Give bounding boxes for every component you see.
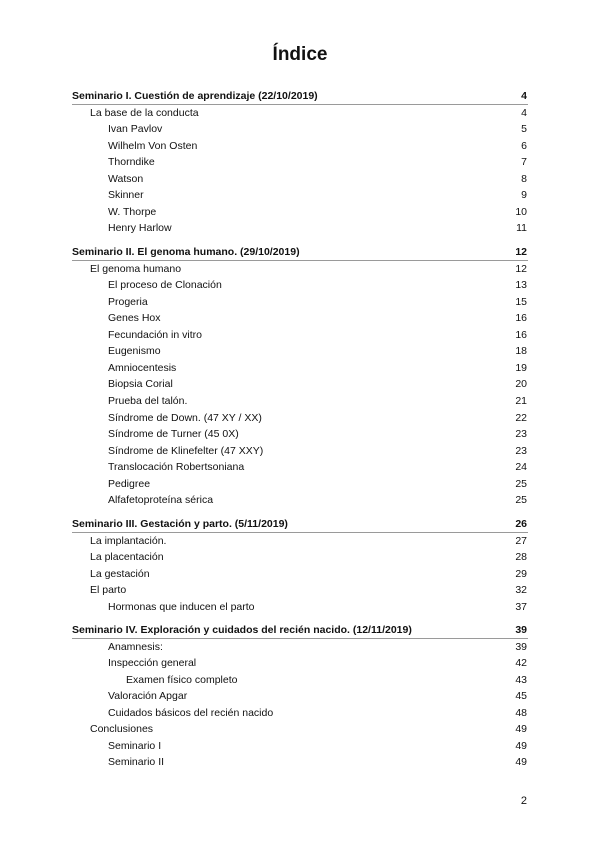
toc-label: Valoración Apgar bbox=[108, 690, 188, 702]
toc-entry[interactable] bbox=[0, 426, 600, 442]
toc-entry[interactable] bbox=[0, 277, 600, 293]
toc-entry[interactable] bbox=[0, 327, 600, 343]
toc-page: 48 bbox=[515, 707, 527, 719]
toc-page: 5 bbox=[521, 123, 527, 135]
toc-label: Ivan Pavlov bbox=[108, 123, 163, 135]
toc-page: 37 bbox=[515, 601, 527, 613]
toc-page: 23 bbox=[515, 445, 527, 457]
toc-entry[interactable] bbox=[0, 393, 600, 409]
toc-label: Eugenismo bbox=[108, 345, 161, 357]
toc-label: Seminario I bbox=[108, 740, 162, 752]
toc-label: El proceso de Clonación bbox=[108, 279, 222, 291]
toc-label: Prueba del talón. bbox=[108, 395, 188, 407]
toc-page: 7 bbox=[521, 156, 527, 168]
toc-page: 19 bbox=[515, 362, 527, 374]
toc-entry[interactable] bbox=[0, 655, 600, 671]
toc-label: Hormonas que inducen el parto bbox=[108, 601, 255, 613]
toc-page: 49 bbox=[515, 740, 527, 752]
toc-entry[interactable] bbox=[0, 171, 600, 187]
toc-entry[interactable] bbox=[0, 310, 600, 326]
toc-entry[interactable] bbox=[0, 721, 600, 737]
toc-entry[interactable] bbox=[0, 138, 600, 154]
toc-entry[interactable] bbox=[0, 376, 600, 392]
toc-page: 6 bbox=[521, 140, 527, 152]
toc-entry[interactable] bbox=[0, 187, 600, 203]
toc-label: Conclusiones bbox=[90, 723, 154, 735]
toc-label: W. Thorpe bbox=[108, 206, 157, 218]
toc-label: Seminario IV. Exploración y cuidados del recién nacido. (12/11/2019) bbox=[72, 624, 412, 636]
toc-page: 39 bbox=[515, 624, 527, 636]
toc-entry[interactable] bbox=[0, 204, 600, 220]
toc-page: 22 bbox=[515, 412, 527, 424]
toc-page: 4 bbox=[521, 90, 527, 102]
toc-label: La implantación. bbox=[90, 535, 167, 547]
toc-entry[interactable] bbox=[0, 294, 600, 310]
toc-page: 25 bbox=[515, 494, 527, 506]
toc-heading-seminario-3[interactable] bbox=[0, 516, 600, 532]
toc-page: 12 bbox=[515, 263, 527, 275]
toc-page: 45 bbox=[515, 690, 527, 702]
toc-label: Examen físico completo bbox=[126, 674, 238, 686]
toc-entry[interactable] bbox=[0, 220, 600, 236]
toc-label: El parto bbox=[90, 584, 127, 596]
toc-label: Henry Harlow bbox=[108, 222, 172, 234]
toc-label: Inspección general bbox=[108, 657, 197, 669]
toc-page: 49 bbox=[515, 756, 527, 768]
toc-label: Seminario III. Gestación y parto. (5/11/2019) bbox=[72, 518, 288, 530]
toc-label: La gestación bbox=[90, 568, 150, 580]
toc-entry[interactable] bbox=[0, 599, 600, 615]
toc-label: Cuidados básicos del recién nacido bbox=[108, 707, 274, 719]
toc-label: Genes Hox bbox=[108, 312, 161, 324]
toc-label: Seminario I. Cuestión de aprendizaje (22/10/2019) bbox=[72, 90, 318, 102]
toc-entry[interactable] bbox=[0, 705, 600, 721]
toc-label: La base de la conducta bbox=[90, 107, 199, 119]
toc-label: Seminario II bbox=[108, 756, 165, 768]
toc-page: 4 bbox=[521, 107, 527, 119]
toc-page: 49 bbox=[515, 723, 527, 735]
toc-entry[interactable] bbox=[0, 672, 600, 688]
toc-entry[interactable] bbox=[0, 688, 600, 704]
toc-entry[interactable] bbox=[0, 343, 600, 359]
toc-page: 11 bbox=[516, 222, 527, 234]
toc-heading-seminario-1[interactable] bbox=[0, 88, 600, 104]
toc-page: 20 bbox=[515, 378, 527, 390]
toc-entry[interactable] bbox=[0, 121, 600, 137]
toc-label: Biopsia Corial bbox=[108, 378, 173, 390]
toc-page: 26 bbox=[515, 518, 527, 530]
toc-label: El genoma humano bbox=[90, 263, 182, 275]
toc-heading-seminario-4[interactable] bbox=[0, 622, 600, 638]
toc-entry[interactable] bbox=[0, 261, 600, 277]
toc-entry[interactable] bbox=[0, 533, 600, 549]
toc-entry[interactable] bbox=[0, 738, 600, 754]
toc-page: 18 bbox=[515, 345, 527, 357]
toc-label: Fecundación in vitro bbox=[108, 329, 202, 341]
toc-entry[interactable] bbox=[0, 754, 600, 770]
toc-label: Amniocentesis bbox=[108, 362, 177, 374]
toc-entry[interactable] bbox=[0, 459, 600, 475]
toc-page: 16 bbox=[515, 329, 527, 341]
toc-entry[interactable] bbox=[0, 154, 600, 170]
toc-label: La placentación bbox=[90, 551, 164, 563]
toc-page: 43 bbox=[515, 674, 527, 686]
toc-entry[interactable] bbox=[0, 105, 600, 121]
page-number: 2 bbox=[520, 795, 527, 807]
toc-label: Síndrome de Turner (45 0X) bbox=[108, 428, 239, 440]
toc-page: 42 bbox=[515, 657, 527, 669]
toc-label: Skinner bbox=[108, 189, 144, 201]
page-title: Índice bbox=[272, 44, 328, 65]
toc-entry[interactable] bbox=[0, 549, 600, 565]
toc-label: Thorndike bbox=[108, 156, 155, 168]
toc-page: 16 bbox=[515, 312, 527, 324]
toc-label: Alfafetoproteína sérica bbox=[108, 494, 214, 506]
toc-label: Anamnesis: bbox=[108, 641, 163, 653]
toc-label: Pedigree bbox=[108, 478, 151, 490]
toc-page: 23 bbox=[515, 428, 527, 440]
toc-entry[interactable] bbox=[0, 639, 600, 655]
toc-page: 10 bbox=[515, 206, 527, 218]
toc-page: 24 bbox=[515, 461, 527, 473]
toc-page: 13 bbox=[515, 279, 527, 291]
toc-entry[interactable] bbox=[0, 492, 600, 508]
toc-page: 29 bbox=[515, 568, 527, 580]
toc-heading-seminario-2[interactable] bbox=[0, 244, 600, 260]
toc-page: 15 bbox=[515, 296, 527, 308]
toc-page: 12 bbox=[515, 246, 527, 258]
toc-page: 21 bbox=[515, 395, 527, 407]
toc-entry[interactable] bbox=[0, 566, 600, 582]
toc-label: Síndrome de Down. (47 XY / XX) bbox=[108, 412, 262, 424]
toc-page: 8 bbox=[521, 173, 527, 185]
toc-label: Watson bbox=[108, 173, 144, 185]
toc-entry[interactable] bbox=[0, 360, 600, 376]
toc-label: Síndrome de Klinefelter (47 XXY) bbox=[108, 445, 264, 457]
toc-label: Translocación Robertsoniana bbox=[108, 461, 245, 473]
toc-label: Wilhelm Von Osten bbox=[108, 140, 198, 152]
toc-page: 25 bbox=[515, 478, 527, 490]
toc-page: 39 bbox=[515, 641, 527, 653]
toc-entry[interactable] bbox=[0, 582, 600, 598]
toc-page: 28 bbox=[515, 551, 527, 563]
toc-entry[interactable] bbox=[0, 443, 600, 459]
toc-page: 32 bbox=[515, 584, 527, 596]
toc-page: 27 bbox=[515, 535, 527, 547]
toc-label: Progeria bbox=[108, 296, 148, 308]
toc-entry[interactable] bbox=[0, 476, 600, 492]
toc-page: 9 bbox=[521, 189, 527, 201]
toc-entry[interactable] bbox=[0, 410, 600, 426]
toc-label: Seminario II. El genoma humano. (29/10/2019) bbox=[72, 246, 300, 258]
